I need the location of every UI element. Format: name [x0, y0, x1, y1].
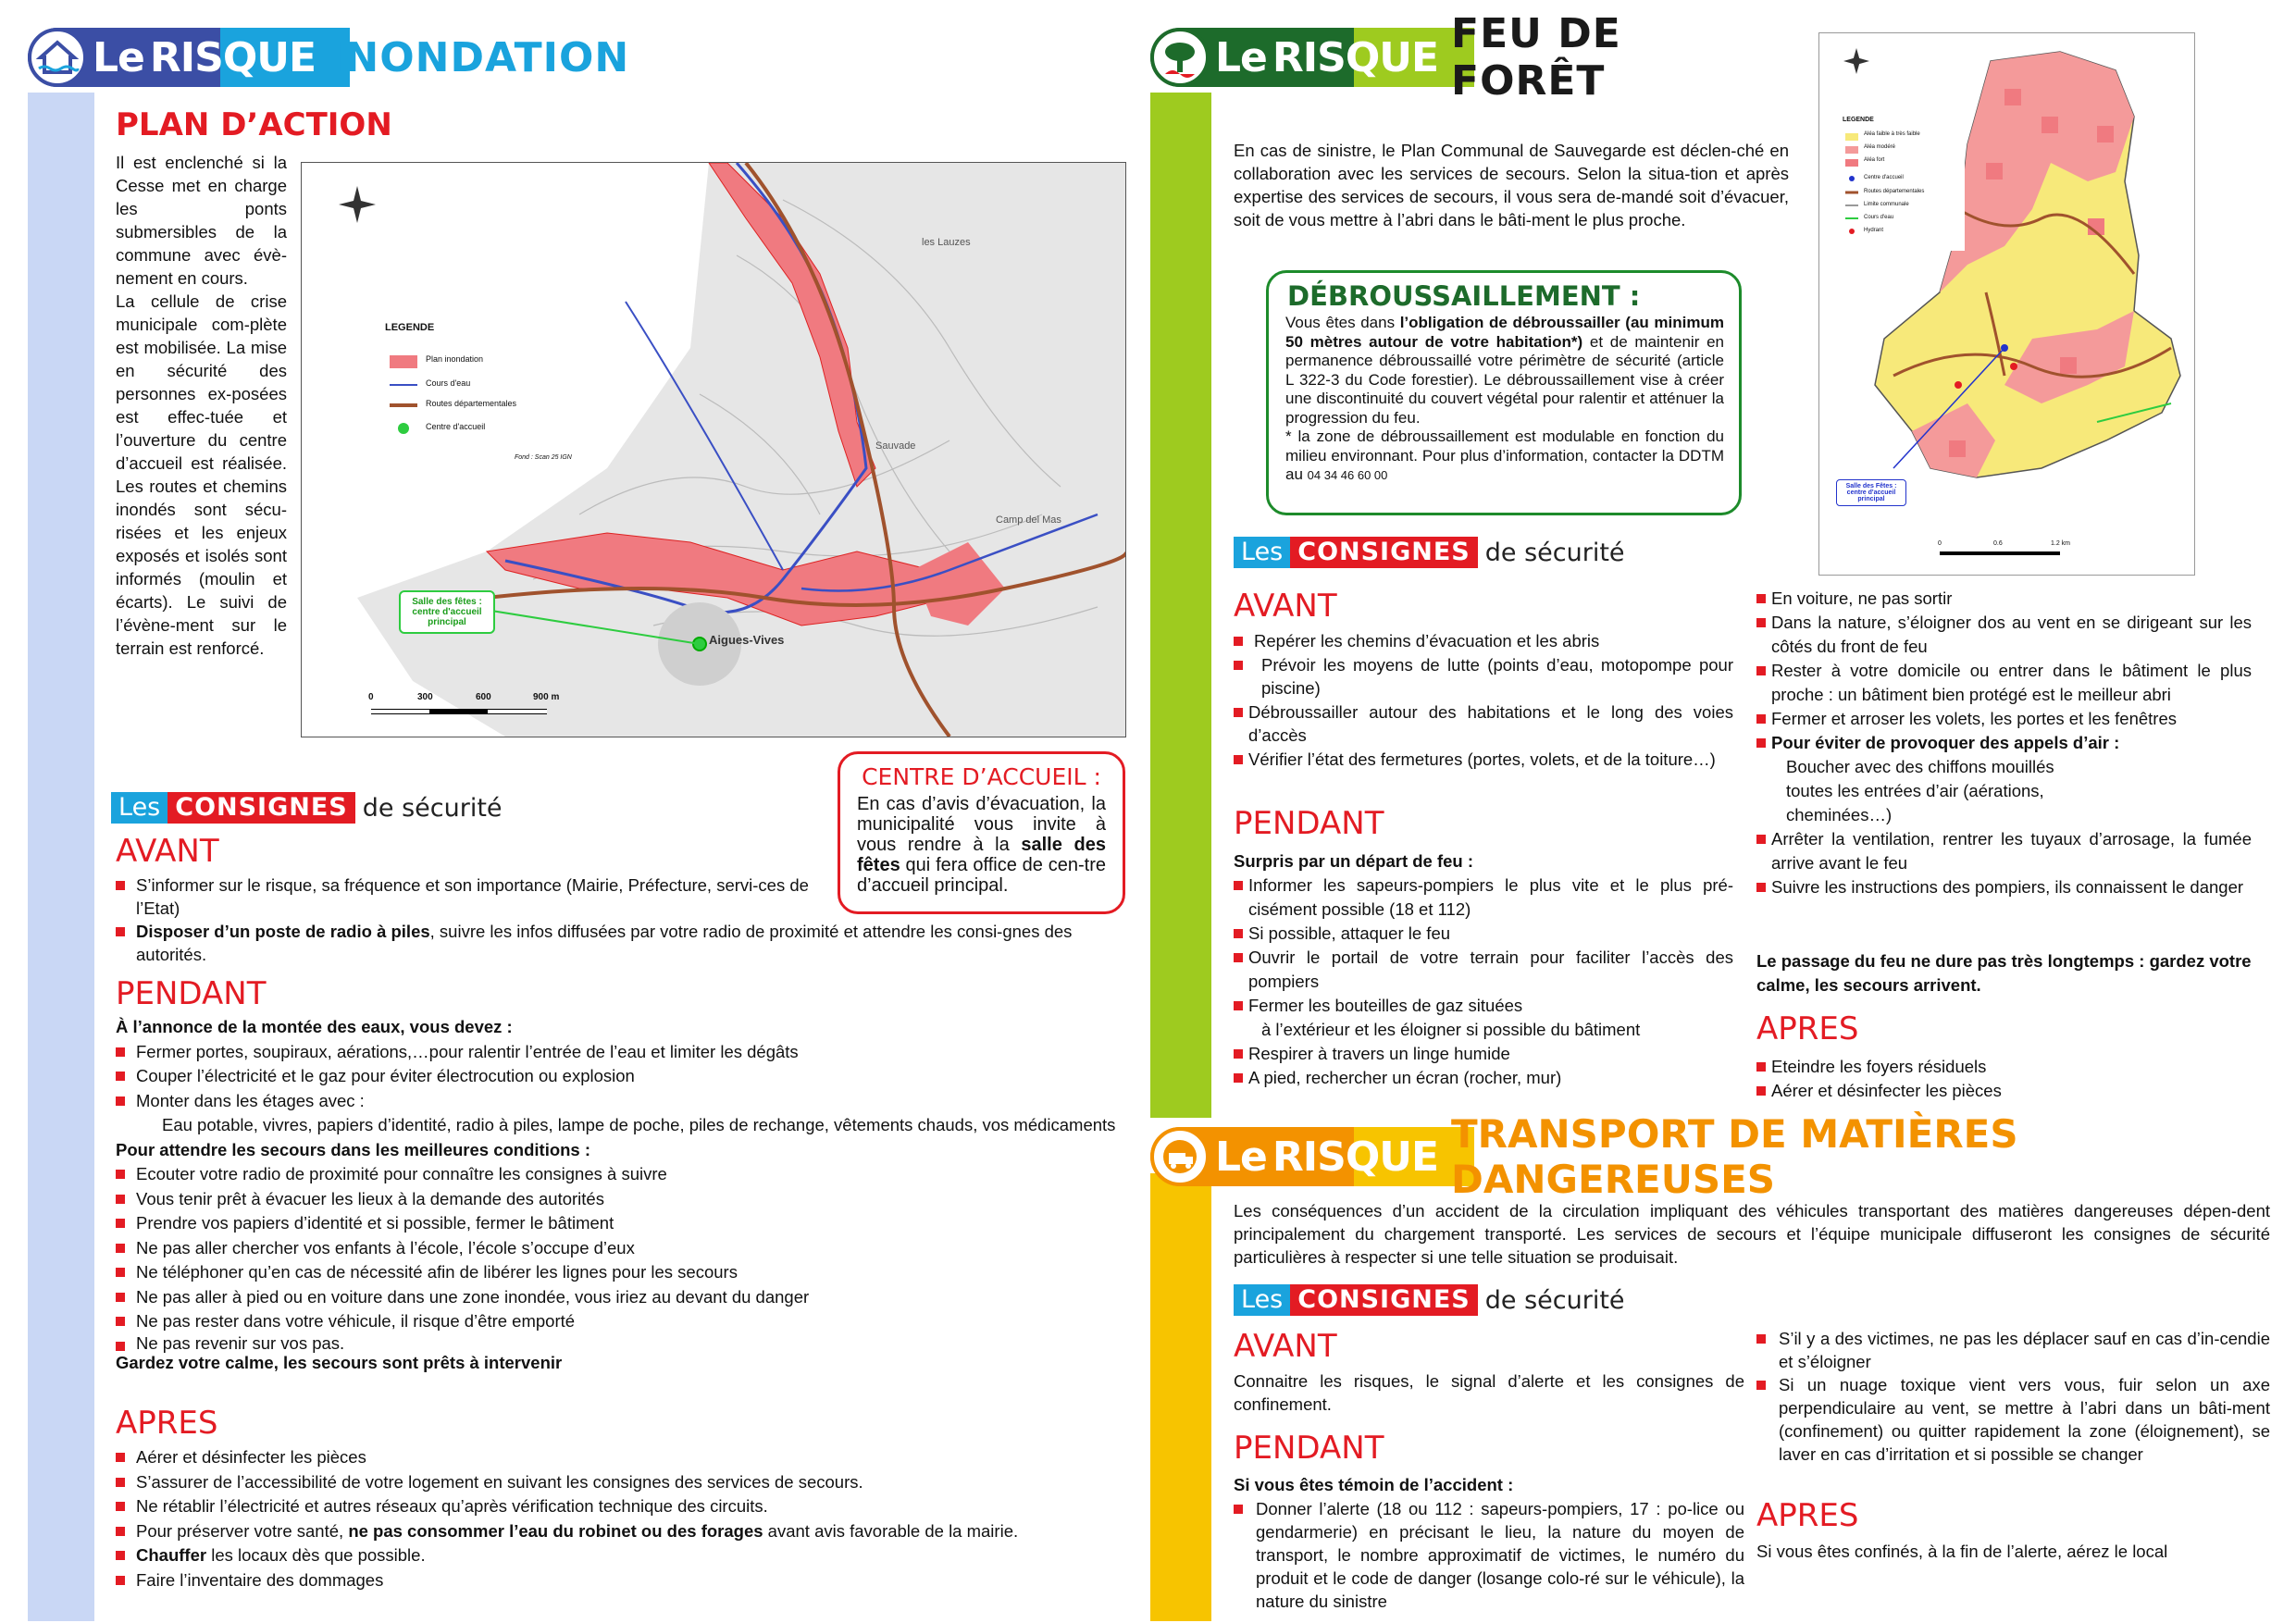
tmd-risque: RISQUE [1272, 1133, 1439, 1181]
flood-place-1: les Lauzes [922, 237, 971, 248]
tmd-header [1150, 1111, 2261, 1202]
fire-right-item: Fermer et arroser les volets, les portes et les fenêtres [1756, 707, 2252, 731]
fire-legend-6: Limite communale [1864, 202, 1909, 207]
flood-pendant-item: Vous tenir prêt à évacuer les lieux à la demande des autorités [116, 1187, 1120, 1212]
fire-legend-title: LEGENDE [1843, 117, 1874, 123]
tmd-avant-text: Connaitre les risques, le signal d’alerte et les consignes de confinement. [1234, 1371, 1744, 1414]
tmd-right-item: Si un nuage toxique vient vers vous, fuir selon un axe perpendiculaire au vent, se mettre à l’abri dans un bâti-ment (confinement) ou quitter rapidement la zone (éloignement), se laver en cas d’irritation et si possible se changer [1756, 1373, 2270, 1466]
fire-title: FEU DE FORÊT [1451, 10, 1621, 105]
flood-risque: RISQUE [149, 33, 316, 81]
fire-intro: En cas de sinistre, le Plan Communal de Sauvegarde est déclen-ché en collaboration avec les services de secours. Selon la situa-tion et après expertise des services de secours, il vous sera de-mandé soit d’évacuer, soit de vous mettre à l’abri dans le bâti-ment le plus proche. [1234, 141, 1789, 229]
flood-pendant-intro2: Pour attendre les secours dans les meilleures conditions : [116, 1139, 591, 1159]
flood-legend-2: Cours d'eau [426, 378, 471, 388]
fire-right-outro: Le passage du feu ne dure pas très longtemps : gardez votre calme, les secours arrivent. [1756, 951, 2252, 995]
fire-le: Le [1215, 33, 1267, 81]
fire-right-item: Rester à votre domicile ou entrer dans le bâtiment le plus proche : un bâtiment bien protégé est le meilleur abri [1756, 659, 2252, 707]
flood-cons-de: de sécurité [362, 793, 503, 823]
flood-pendant [116, 1015, 1120, 1373]
tmd-intro: Les conséquences d’un accident de la circulation impliquant des véhicules transportant des matières dangereuses dépen-dent principalement du chargement transporté. Les services de secours et l’équipe municipale diffuseront les consignes de sécurité particulières à respecter si une telle situation se produisait. [1234, 1201, 2270, 1267]
fire-risque: RISQUE [1272, 33, 1439, 81]
fire-right-sub: cheminées…) [1786, 805, 1893, 824]
fire-right-item: Arrêter la ventilation, rentrer les tuyaux d’arrosage, la fumée arrive avant le feu [1756, 827, 2252, 875]
fire-consignes-bar: Les CONSIGNES de sécurité [1234, 537, 1625, 568]
flood-map [301, 162, 1126, 737]
truck-icon [1150, 1127, 1210, 1186]
fire-pendant-item: Respirer à travers un linge humide [1234, 1042, 1733, 1066]
flood-map-source: Fond : Scan 25 IGN [515, 454, 572, 461]
tmd-pendant-list [1234, 1497, 1744, 1613]
fire-legend-5: Routes départementales [1864, 189, 1925, 194]
fire-side-bar [1150, 93, 1211, 1118]
flood-legend-1: Plan inondation [426, 354, 484, 364]
fire-map [1818, 32, 2195, 576]
flood-avant-title: AVANT [116, 833, 219, 870]
fire-apres-item: Aérer et désinfecter les pièces [1756, 1079, 2252, 1103]
flood-pendant-list2 [116, 1162, 1120, 1353]
flood-legend-4: Centre d'accueil [426, 422, 486, 431]
fire-right-item: Dans la nature, s’éloigner dos au vent en se dirigeant sur les côtés du front de feu [1756, 611, 2252, 659]
flood-header [28, 28, 630, 87]
flood-cons-les: Les [111, 792, 168, 824]
flood-pendant-intro: À l’annonce de la montée des eaux, vous devez : [116, 1017, 513, 1036]
plan-title: PLAN D’ACTION [116, 106, 392, 143]
fire-avant-list [1234, 629, 1733, 771]
centre-title: CENTRE D’ACCUEIL : [862, 763, 1101, 790]
flood-cons-consignes: CONSIGNES [168, 792, 355, 824]
debrous-box [1266, 270, 1742, 515]
fire-pendant-list [1234, 873, 1733, 1090]
tmd-title: TRANSPORT DE MATIÈRES DANGEREUSES [1451, 1111, 2018, 1202]
flood-avant-list [116, 873, 1120, 966]
fire-scale-1: 0.6 [1993, 540, 2003, 547]
plan-p2: La cellule de crise municipale com-plète est mobilisée. La mise en sécurité des personnes ex-posées est effec-tuée et l’ouverture du centre d’accueil est réalisée. Les routes et chemins inondés sont sécu-risées et les enjeux exposés et isolés sont informés (moulin et écarts). Le suivi de l’évène-ment sur le terrain est renforcé. [116, 291, 287, 658]
fire-right-item: Suivre les instructions des pompiers, ils connaissent le danger [1756, 875, 2252, 899]
flood-side-bar [28, 93, 94, 1621]
house-water-icon [28, 28, 87, 87]
flood-avant-item: S’informer sur le risque, sa fréquence et son importance (Mairie, Préfecture, servi-ces de l’Etat) [116, 873, 839, 920]
fire-avant-item: Repérer les chemins d’évacuation et les abris [1234, 629, 1733, 653]
fire-legend-8: Hydrant [1864, 228, 1884, 233]
tmd-avant-title: AVANT [1234, 1328, 1337, 1365]
flood-apres-item: Pour préserver votre santé, ne pas consommer l’eau du robinet ou des forages avant avis favorable de la mairie. [116, 1519, 1120, 1544]
tmd-pendant-title: PENDANT [1234, 1430, 1384, 1467]
flood-pendant-item: Ne pas aller à pied ou en voiture dans une zone inondée, vous iriez au devant du danger [116, 1285, 1120, 1310]
flood-apres-item: Chauffer les locaux dès que possible. [116, 1543, 1120, 1568]
flood-consignes-bar [111, 792, 503, 824]
flood-map-graphic [302, 163, 1125, 737]
fire-right-sub: toutes les entrées d’air (aérations, [1786, 781, 2044, 800]
flood-apres-item: Aérer et désinfecter les pièces [116, 1445, 1120, 1470]
flood-pendant-item: Prendre vos papiers d’identité et si possible, fermer le bâtiment [116, 1211, 1120, 1236]
fire-avant-title: AVANT [1234, 588, 1337, 625]
flood-apres-list [116, 1445, 1120, 1592]
flood-pendant-item: Fermer portes, soupiraux, aérations,…pour ralentir l’entrée de l’eau et limiter les dégâts [116, 1040, 1120, 1065]
tmd-right-item: S’il y a des victimes, ne pas les déplacer sauf en cas d’in-cendie et s’éloigner [1756, 1327, 2270, 1373]
flood-apres-title: APRES [116, 1405, 218, 1442]
fire-pendant-item: Ouvrir le portail de votre terrain pour faciliter l’accès des pompiers [1234, 946, 1733, 994]
fire-pendant-sub: à l’extérieur et les éloigner si possible du bâtiment [1261, 1020, 1641, 1039]
fire-legend-2: Aléa modéré [1864, 144, 1896, 150]
flood-pendant-list1 [116, 1040, 1120, 1114]
flood-pendant-item: Couper l’électricité et le gaz pour éviter électrocution ou explosion [116, 1064, 1120, 1089]
tmd-apres-title: APRES [1756, 1497, 1859, 1534]
fire-right-list [1756, 587, 2252, 899]
fire-pendant-item: Si possible, attaquer le feu [1234, 922, 1733, 946]
debrous-title: DÉBROUSSAILLEMENT : [1287, 280, 1641, 312]
flood-pendant-item: Ne téléphoner qu’en cas de nécessité afin de libérer les lignes pour les secours [116, 1260, 1120, 1285]
flood-scale-2: 600 [476, 692, 491, 702]
fire-pendant [1234, 849, 1733, 1090]
flood-scale-0: 0 [368, 692, 374, 702]
flood-legend-title: LEGENDE [385, 322, 435, 333]
tmd-consignes-bar: Les CONSIGNES de sécurité [1234, 1284, 1625, 1316]
tmd-right-list [1756, 1327, 2270, 1466]
flood-legend-3: Routes départementales [426, 399, 517, 408]
fire-header [1150, 10, 1724, 105]
fire-right-sub: Boucher avec des chiffons mouillés [1786, 757, 2054, 776]
tmd-apres-text: Si vous êtes confinés, à la fin de l’alerte, aérez le local [1756, 1542, 2168, 1561]
flood-scale-1: 300 [417, 692, 433, 702]
fire-avant-item: Vérifier l’état des fermetures (portes, volets, et de la toiture…) [1234, 748, 1733, 772]
centre-text-a: En cas d’avis d’évacuation, la municipalité vous invite à vous rendre à la [857, 794, 1106, 855]
flood-pendant-item: Ne pas revenir sur vos pas. [116, 1334, 1120, 1353]
tmd-pendant-item: Donner l’alerte (18 ou 112 : sapeurs-pompiers, 17 : po-lice ou gendarmerie) en précisant le lieu, la nature du moyen de transport, le nombre approximatif de victimes, le numéro du produit et le code de danger (losange colo-ré sur le véhicule), la nature du sinistre [1234, 1497, 1744, 1613]
fire-right-bold: Pour éviter de provoquer des appels d’air : [1756, 731, 2252, 755]
fire-pendant-intro: Surpris par un départ de feu : [1234, 851, 1474, 871]
flood-pendant-item: Ecouter votre radio de proximité pour connaître les consignes à suivre [116, 1162, 1120, 1187]
fire-legend-7: Cours d'eau [1864, 215, 1894, 220]
fire-avant-item: Débroussailler autour des habitations et le long des voies d’accès [1234, 700, 1733, 748]
tmd-side-bar [1150, 1173, 1211, 1621]
flood-pendant-title: PENDANT [116, 975, 267, 1012]
flood-le: Le [93, 33, 144, 81]
flood-map-callout: Salle des fêtes : centre d'accueil principal [399, 590, 495, 634]
flood-apres-item: S’assurer de l’accessibilité de votre logement en suivant les consignes des services de secours. [116, 1470, 1120, 1495]
centre-text-c: qui fera office de cen-tre d’accueil principal. [857, 855, 1106, 896]
fire-avant-item: Prévoir les moyens de lutte (points d’eau, motopompe pour piscine) [1234, 653, 1733, 700]
flood-pendant-outro: Gardez votre calme, les secours sont prêts à intervenir [116, 1352, 563, 1372]
fire-scale-0: 0 [1938, 540, 1942, 547]
fire-pendant-title: PENDANT [1234, 805, 1384, 842]
fire-pendant-item: A pied, rechercher un écran (rocher, mur) [1234, 1066, 1733, 1090]
fire-apres-list [1756, 1055, 2252, 1103]
flood-avant-item: Disposer d’un poste de radio à piles, suivre les infos diffusées par votre radio de proximité et attendre les consi-gnes des autorités. [116, 920, 1120, 966]
flood-scale-3: 900 m [533, 692, 560, 702]
fire-map-callout: Salle des Fêtes : centre d'accueil principal [1836, 479, 1906, 506]
flood-etages: Eau potable, vivres, papiers d’identité, radio à piles, lampe de poche, piles de rechange, vêtements chauds, vos médicaments [162, 1115, 1116, 1134]
fire-apres-item: Eteindre les foyers résiduels [1756, 1055, 2252, 1079]
fire-legend-3: Aléa fort [1864, 157, 1885, 163]
flood-pendant-item: Ne pas aller chercher vos enfants à l’école, l’école s’occupe d’eux [116, 1236, 1120, 1261]
fire-scale-2: 1.2 km [2051, 540, 2071, 547]
plan-p1: Il est enclenché si la Cesse met en charge les ponts submersibles de la commune avec évè-nement en cours. [116, 153, 287, 288]
flood-pendant-item: Monter dans les étages avec : [116, 1089, 1120, 1114]
flood-place-3: Sauvade [875, 440, 916, 452]
fire-legend-4: Centre d'accueil [1864, 175, 1904, 180]
flood-pendant-item: Ne pas rester dans votre véhicule, il risque d’être emporté [116, 1309, 1120, 1334]
flood-apres-item: Ne rétablir l’électricité et autres réseaux qu’après vérification technique des circuits. [116, 1494, 1120, 1519]
plan-text [116, 151, 287, 660]
flood-map-town: Aigues-Vives [709, 633, 785, 647]
tree-fire-icon [1150, 28, 1210, 87]
tmd-pendant-intro: Si vous êtes témoin de l’accident : [1234, 1475, 1514, 1494]
centre-text-b: salle des fêtes [857, 835, 1106, 875]
tmd-le: Le [1215, 1133, 1267, 1181]
debrous-text: Vous êtes dans l’obligation de débroussailler (au minimum 50 mètres autour de votre habitation*) et de maintenir en permanence débroussaillé votre périmètre de sécurité (article L 322-3 du Code forestier). Le débroussaillement vise à créer une discontinuité du couvert végétal pour ralentir et atténuer la progression du feu. * la zone de débroussaillement est modulable en fonction du milieu environnant. Pour plus d’information, contacter la DDTM au 04 34 46 60 00 [1285, 314, 1724, 483]
fire-pendant-item: Fermer les bouteilles de gaz situées [1234, 994, 1733, 1018]
fire-apres-title: APRES [1756, 1010, 1859, 1047]
fire-right-item: En voiture, ne pas sortir [1756, 587, 2252, 611]
flood-place-2: Camp del Mas [996, 514, 1061, 526]
flood-apres-item: Faire l’inventaire des dommages [116, 1568, 1120, 1593]
fire-legend-1: Aléa faible à très faible [1864, 131, 1920, 137]
fire-pendant-item: Informer les sapeurs-pompiers le plus vite et le plus pré-cisément possible (18 et 112) [1234, 873, 1733, 922]
flood-title: INONDATION [329, 33, 630, 81]
